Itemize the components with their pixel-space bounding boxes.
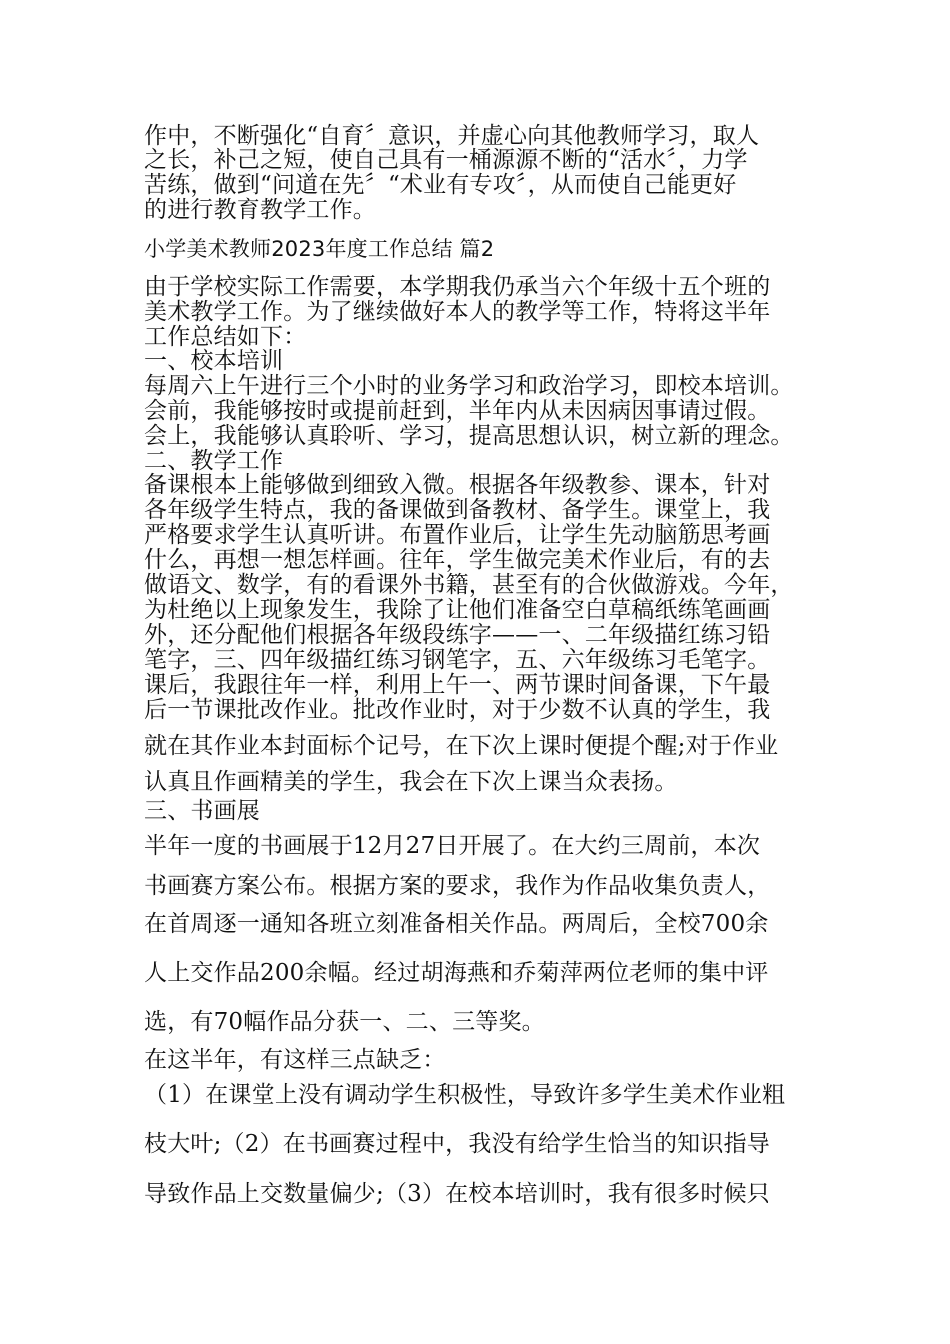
intro-line: 作中，不断强化“自育〞意识，并虚心向其他教师学习，取人 xyxy=(144,123,760,149)
paragraph-line: 书画赛方案公布。根据方案的要求，我作为作品收集负责人， xyxy=(144,873,771,899)
paragraph-line: 后一节课批改作业。批改作业时，对于少数不认真的学生，我 xyxy=(144,697,771,723)
paragraph-line: 在这半年，有这样三点缺乏： xyxy=(144,1047,446,1073)
paragraph-line: 选，有70幅作品分获一、二、三等奖。 xyxy=(144,1009,545,1035)
paragraph-line: 由于学校实际工作需要，本学期我仍承当六个年级十五个班的 xyxy=(144,274,771,300)
section-title: 小学美术教师2023年度工作总结 篇2 xyxy=(144,237,495,261)
section-heading: 一、校本培训 xyxy=(144,348,284,374)
section-heading: 三、书画展 xyxy=(144,798,260,824)
section-heading: 二、教学工作 xyxy=(144,448,284,474)
paragraph-line: 导致作品上交数量偏少;（3）在校本培训时，我有很多时候只 xyxy=(144,1181,770,1207)
paragraph-line: 严格要求学生认真听讲。布置作业后，让学生先动脑筋思考画 xyxy=(144,522,771,548)
intro-line: 的进行教育教学工作。 xyxy=(144,197,376,223)
paragraph-line: 外，还分配他们根据各年级段练字——一、二年级描红练习铅 xyxy=(144,622,771,648)
paragraph-line: 笔字，三、四年级描红练习钢笔字，五、六年级练习毛笔字。 xyxy=(144,647,771,673)
intro-line: 苦练，做到“问道在先〞“术业有专攻〞，从而使自己能更好 xyxy=(144,172,737,198)
paragraph-line: 美术教学工作。为了继续做好本人的教学等工作，特将这半年 xyxy=(144,299,771,325)
paragraph-line: 什么，再想一想怎样画。往年，学生做完美术作业后，有的去 xyxy=(144,547,771,573)
paragraph-line: 就在其作业本封面标个记号，在下次上课时便提个醒;对于作业 xyxy=(144,733,779,759)
paragraph-line: 在首周逐一通知各班立刻准备相关作品。两周后，全校700余 xyxy=(144,911,769,937)
paragraph-line: 会前，我能够按时或提前赶到，半年内从未因病因事请过假。 xyxy=(144,398,771,424)
paragraph-line: 会上，我能够认真聆听、学习，提高思想认识，树立新的理念。 xyxy=(144,423,794,449)
paragraph-line: 工作总结如下： xyxy=(144,324,307,350)
paragraph-line: 备课根本上能够做到细致入微。根据各年级教参、课本，针对 xyxy=(144,472,771,498)
paragraph-line: 做语文、数学，有的看课外书籍，甚至有的合伙做游戏。今年， xyxy=(144,572,794,598)
paragraph-line: 认真且作画精美的学生，我会在下次上课当众表扬。 xyxy=(144,769,678,795)
paragraph-line: 每周六上午进行三个小时的业务学习和政治学习，即校本培训。 xyxy=(144,373,794,399)
paragraph-line: （1）在课堂上没有调动学生积极性，导致许多学生美术作业粗 xyxy=(144,1082,786,1108)
paragraph-line: 课后，我跟往年一样，利用上午一、两节课时间备课，下午最 xyxy=(144,672,771,698)
intro-line: 之长，补己之短，使自己具有一桶源源不断的“活水〞，力学 xyxy=(144,147,748,173)
paragraph-line: 半年一度的书画展于12月27日开展了。在大约三周前，本次 xyxy=(144,833,761,859)
paragraph-line: 各年级学生特点，我的备课做到备教材、备学生。课堂上，我 xyxy=(144,497,771,523)
paragraph-line: 枝大叶;（2）在书画赛过程中，我没有给学生恰当的知识指导 xyxy=(144,1131,770,1157)
paragraph-line: 为杜绝以上现象发生，我除了让他们准备空白草稿纸练笔画画 xyxy=(144,597,771,623)
paragraph-line: 人上交作品200余幅。经过胡海燕和乔菊萍两位老师的集中评 xyxy=(144,960,769,986)
